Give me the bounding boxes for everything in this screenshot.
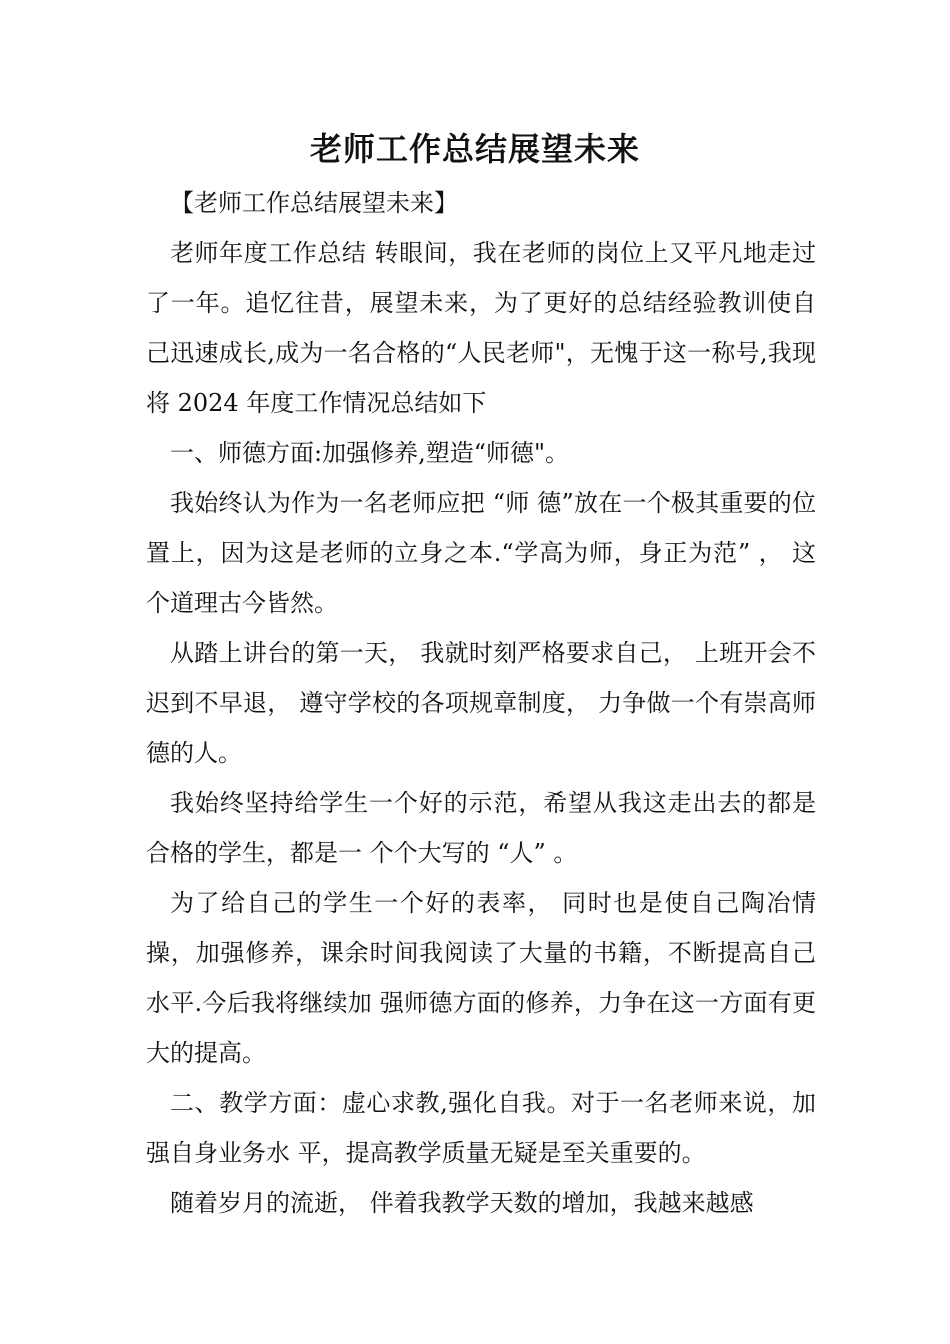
document-title: 老师工作总结展望未来 bbox=[309, 130, 640, 168]
paragraph-teaching-growth: 随着岁月的流逝， 伴着我教学天数的增加，我越来越感 bbox=[170, 1189, 754, 1217]
paragraph-ethics-importance: 我始终认为作为一名老师应把 “师 德”放在一个极其重要的位置上，因为这是老师的立身之本.“学高为师，身正为范” ， 这个道理古今皆然。 bbox=[146, 489, 816, 617]
paragraph-intro: 老师年度工作总结 转眼间，我在老师的岗位上又平凡地走过了一年。追忆往昔，展望未来，为了更好的总结经验教训使自己迅速成长,成为一名合格的“人民老师"，无愧于这一称号,我现将 2024 年度工作情况总结如下 bbox=[146, 239, 816, 417]
paragraph-self-discipline: 从踏上讲台的第一天， 我就时刻严格要求自己， 上班开会不迟到不早退， 遵守学校的各项规章制度， 力争做一个有崇高师德的人。 bbox=[146, 639, 816, 767]
document-subtitle: 【老师工作总结展望未来】 bbox=[170, 189, 458, 217]
section-heading-teaching: 二、教学方面：虚心求教,强化自我。对于一名老师来说，加强自身业务水 平，提高教学质量无疑是至关重要的。 bbox=[146, 1089, 816, 1167]
section-heading-ethics: 一、师德方面:加强修养,塑造“师德"。 bbox=[170, 439, 570, 467]
document-body bbox=[146, 178, 816, 1228]
paragraph-role-model: 我始终坚持给学生一个好的示范，希望从我这走出去的都是合格的学生，都是一 个个大写的 “人” 。 bbox=[146, 789, 816, 867]
paragraph-self-improvement: 为了给自己的学生一个好的表率， 同时也是使自己陶冶情操，加强修养，课余时间我阅读了大量的书籍，不断提高自己水平.今后我将继续加 强师德方面的修养，力争在这一方面有更大的提高。 bbox=[146, 889, 816, 1067]
